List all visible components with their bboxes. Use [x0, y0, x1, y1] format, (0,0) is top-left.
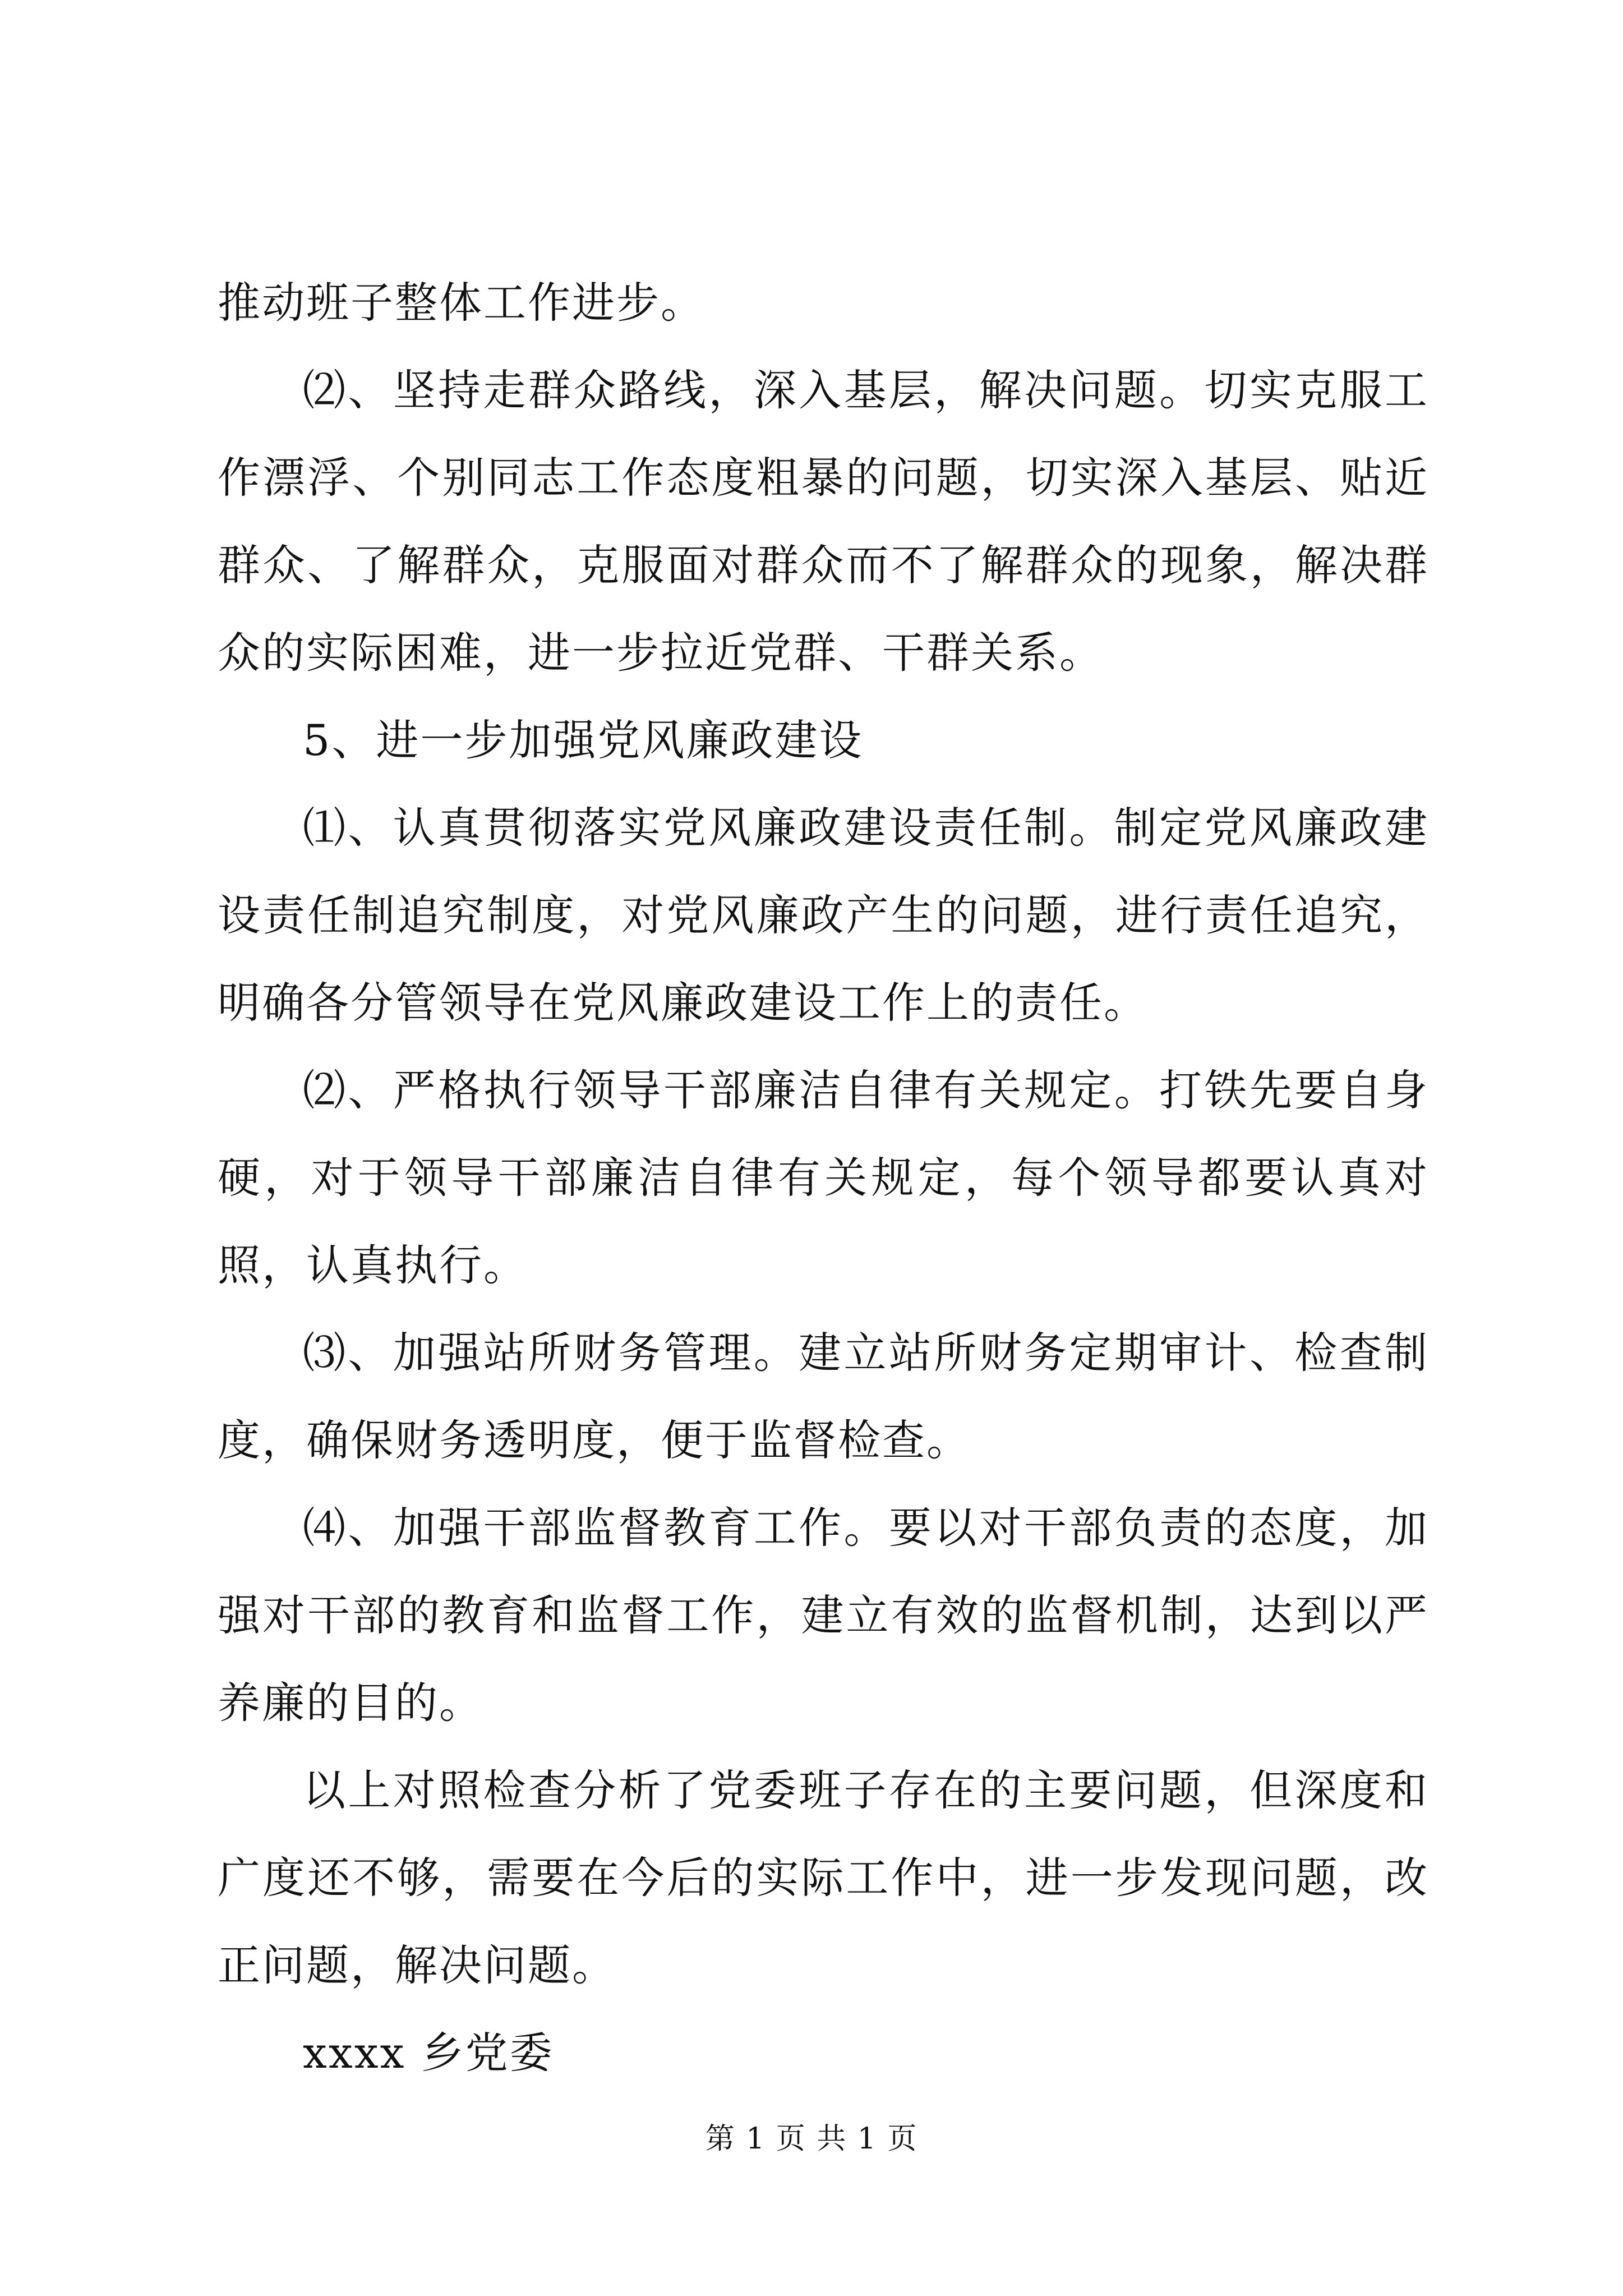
document-body — [218, 259, 1429, 2097]
paragraph-continuation: 推动班子整体工作进步。 — [218, 278, 705, 328]
paragraph-item-5-4: ⑷、加强干部监督教育工作。要以对干部负责的态度，加强对干部的教育和监督工作，建立有效的监督机制，达到以严养廉的目的。 — [218, 1503, 1429, 1728]
section-heading-5: 5、进一步加强党风廉政建设 — [303, 715, 864, 765]
paragraph-item-4-2: ⑵、坚持走群众路线，深入基层，解决问题。切实克服工作漂浮、个别同志工作态度粗暴的问题，切实深入基层、贴近群众、了解群众，克服面对群众而不了解群众的现象，解决群众的实际困难，进一步拉近党群、干群关系。 — [218, 365, 1429, 678]
signature-line: xxxx 乡党委 — [303, 2028, 554, 2078]
paragraph-item-5-2: ⑵、严格执行领导干部廉洁自律有关规定。打铁先要自身硬，对于领导干部廉洁自律有关规定，每个领导都要认真对照，认真执行。 — [218, 1065, 1429, 1290]
page-number: 第 1 页 共 1 页 — [705, 2122, 918, 2156]
page-footer — [0, 2119, 1623, 2159]
paragraph-conclusion: 以上对照检查分析了党委班子存在的主要问题，但深度和广度还不够，需要在今后的实际工作中，进一步发现问题，改正问题，解决问题。 — [218, 1765, 1429, 1990]
paragraph-item-5-3: ⑶、加强站所财务管理。建立站所财务定期审计、检查制度，确保财务透明度，便于监督检查。 — [218, 1328, 1429, 1465]
paragraph-item-5-1: ⑴、认真贯彻落实党风廉政建设责任制。制定党风廉政建设责任制追究制度，对党风廉政产生的问题，进行责任追究，明确各分管领导在党风廉政建设工作上的责任。 — [218, 803, 1429, 1028]
